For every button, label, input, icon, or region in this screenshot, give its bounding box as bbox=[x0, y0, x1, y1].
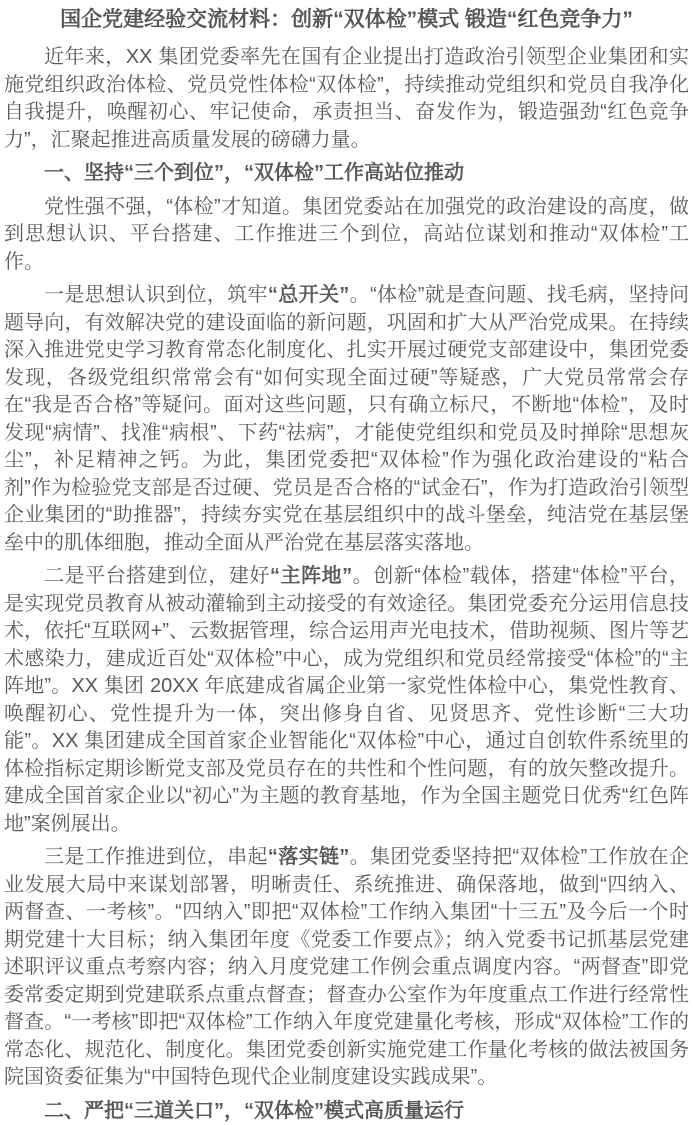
section-heading-2: 二、严把“三道关口”，“双体检”模式高质量运行 bbox=[4, 1098, 689, 1125]
paragraph-three-in-place-overview: 党性强不强，“体检”才知道。集团党委站在加强党的政治建设的高度，做到思想认识、平台搭建、工作推进三个到位，高站位谋划和推动“双体检”工作。 bbox=[4, 194, 689, 277]
intro-paragraph: 近年来，XX 集团党委率先在国有企业提出打造政治引领型企业集团和实施党组织政治体检、党员党性体检“双体检”，持续推动党组织和党员自我净化自我提升，唤醒初心、牢记使命，承责担当、奋发作为，锻造强劲“红色竞争力”，汇聚起推进高质量发展的磅礴力量。 bbox=[4, 44, 689, 154]
paragraph-second-platform-building: 二是平台搭建到位，建好“主阵地”。创新“体检”载体，搭建“体检”平台，是实现党员教育从被动灌输到主动接受的有效途径。集团党委充分运用信息技术，依托“互联网+”、云数据管理，综合运用声光电技术，借助视频、图片等艺术感染力，建成近百处“双体检”中心，成为党组织和党员经常接受“体检”的“主阵地”。XX 集团 20XX 年底建成省属企业第一家党性体检中心，集党性教育、唤醒初心、党性提升为一体，突出修身自省、见贤思齐、党性诊断“三大功能”。XX 集团建成全国首家企业智能化“双体检”中心，通过自创软件系统里的体检指标定期诊断党支部及党员存在的共性和个性问题，有的放矢整改提升。建成全国首家企业以“初心”为主题的教育基地，作为全国主题党日优秀“红色阵地”案例展出。 bbox=[4, 563, 689, 838]
section-heading-1: 一、坚持“三个到位”，“双体检”工作高站位推动 bbox=[4, 160, 689, 188]
document-body bbox=[4, 44, 689, 1125]
paragraph-third-work-advancement: 三是工作推进到位，串起“落实链”。集团党委坚持把“双体检”工作放在企业发展大局中来谋划部署，明晰责任、系统推进、确保落地，做到“四纳入、两督查、一考核”。“四纳入”即把“双体检”工作纳入集团“十三五”及今后一个时期党建十大目标；纳入集团年度《党委工作要点》；纳入党委书记抓基层党建述职评议重点考察内容；纳入月度党建工作例会重点调度内容。“两督查”即党委常委定期到党建联系点重点督查；督查办公室作为年度重点工作进行经常性督查。“一考核”即把“双体检”工作纳入年度党建量化考核，形成“双体检”工作的常态化、规范化、制度化。集团党委创新实施党建工作量化考核的做法被国务院国资委征集为“中国特色现代企业制度建设实践成果”。 bbox=[4, 844, 689, 1092]
paragraph-first-ideological-awareness: 一是思想认识到位，筑牢“总开关”。“体检”就是查问题、找毛病，坚持问题导向，有效解决党的建设面临的新问题，巩固和扩大从严治党成果。在持续深入推进党史学习教育常态化制度化、扎实开展过硬党支部建设中，集团党委发现，各级党组织常常会有“如何实现全面过硬”等疑惑，广大党员常常会存在“我是否合格”等疑问。面对这些问题，只有确立标尺，不断地“体检”，及时发现“病情”、找准“病根”、下药“祛病”，才能使党组织和党员及时掸除“思想灰尘”，补足精神之钙。为此，集团党委把“双体检”作为强化政治建设的“粘合剂”作为检验党支部是否过硬、党员是否合格的“试金石”，作为打造政治引领型企业集团的“助推器”，持续夯实党在基层组织中的战斗堡垒，纯洁党在基层堡垒中的肌体细胞，推动全面从严治党在基层落实落地。 bbox=[4, 282, 689, 557]
document-title: 国企党建经验交流材料：创新“双体检”模式 锻造“红色竞争力” bbox=[4, 6, 689, 34]
